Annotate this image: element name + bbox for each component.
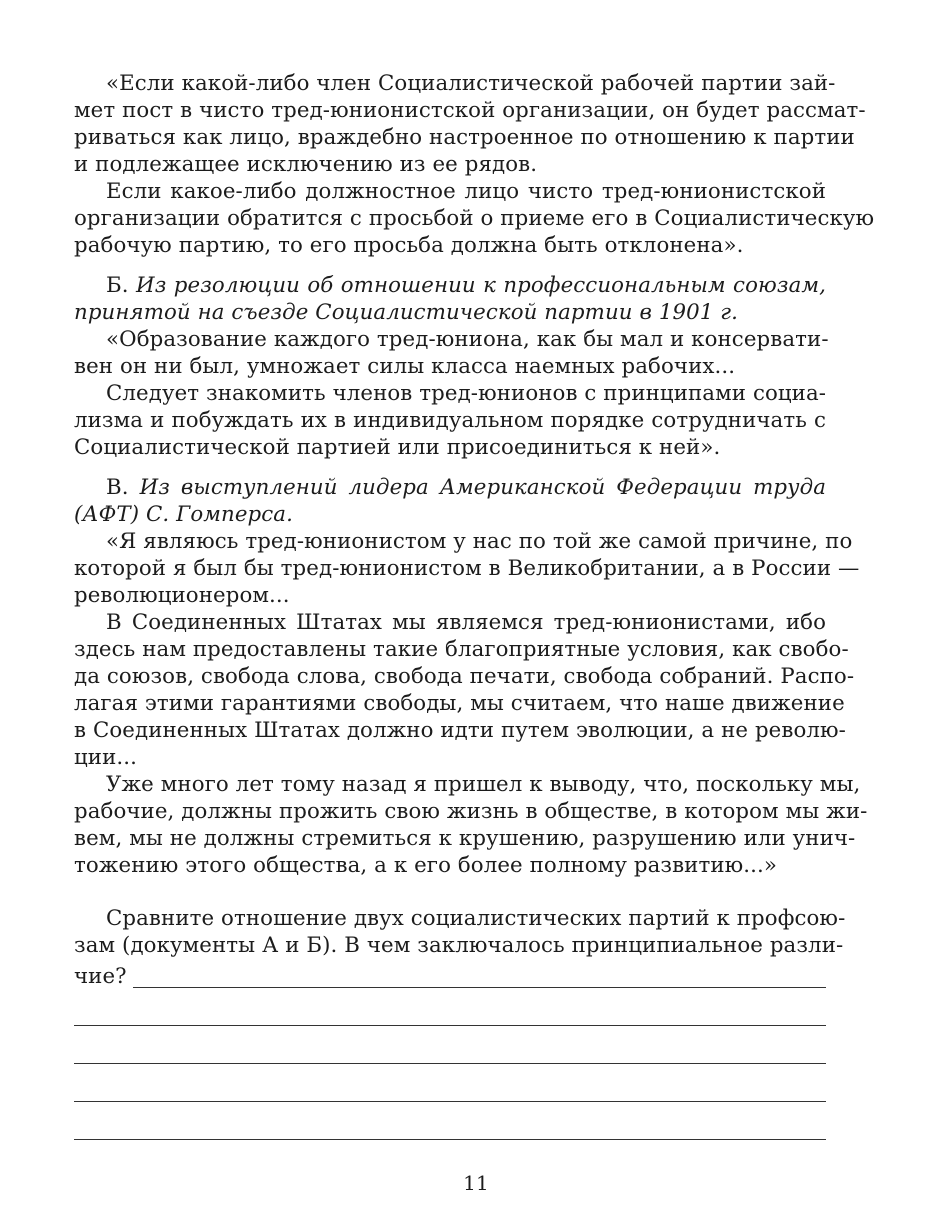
answer-rule	[74, 1139, 826, 1140]
answer-rule	[74, 1025, 826, 1026]
doc-c-letter: В.	[106, 475, 129, 500]
doc-c-title-text: Из выступлений лидера Американской Федерации труда	[139, 475, 827, 500]
answer-rule	[74, 987, 826, 988]
quote-a-line: и подлежащее исключению из ее рядов.	[74, 152, 538, 177]
quote-c-line: ции...	[74, 745, 137, 770]
quote-c-line: да союзов, свобода слова, свобода печати, свобода собраний. Распо-	[74, 664, 855, 689]
quote-a-line: риваться как лицо, враждебно настроенное по отношению к партии	[74, 125, 855, 150]
quote-b-line: Социалистической партией или присоединиться к ней».	[74, 435, 721, 460]
task-line: зам (документы А и Б). В чем заключалось принципиальное разли-	[74, 933, 844, 958]
quote-c-line: лагая этими гарантиями свободы, мы считаем, что наше движение	[74, 691, 845, 716]
doc-c-title-text: (АФТ) С. Гомперса.	[74, 502, 293, 527]
task-last-word: чие?	[74, 963, 133, 991]
quote-b-line: вен он ни был, умножает силы класса наемных рабочих...	[74, 354, 736, 379]
quote-c-line: «Я являюсь тред-юнионистом у нас по той же самой причине, по	[106, 529, 853, 554]
quote-a-line: мет пост в чисто тред-юнионистской организации, он будет рассмат-	[74, 98, 866, 123]
task-line: Сравните отношение двух социалистических партий к профсою-	[106, 906, 846, 931]
quote-c-line: революционером...	[74, 583, 290, 608]
doc-b-letter: Б.	[106, 273, 129, 298]
answer-line-5[interactable]	[74, 1115, 826, 1143]
page-number: 11	[463, 1171, 489, 1195]
quote-b-line: «Образование каждого тред-юниона, как бы мал и консервати-	[106, 327, 829, 352]
quote-c-line: в Соединенных Штатах должно идти путем эволюции, а не револю-	[74, 718, 846, 743]
answer-line-2[interactable]	[74, 1001, 826, 1029]
answer-line-3[interactable]	[74, 1039, 826, 1067]
answer-line-1[interactable]	[74, 963, 826, 991]
doc-b-title-text: принятой на съезде Социалистической партии в 1901 г.	[74, 300, 739, 325]
doc-c-title-line	[74, 501, 826, 529]
quote-c-line: вем, мы не должны стремиться к крушению, разрушению или унич-	[74, 826, 856, 851]
doc-b-title-text: Из резолюции об отношении к профессиональным союзам,	[136, 273, 826, 298]
quote-a-line: «Если какой-либо член Социалистической рабочей партии зай-	[106, 71, 836, 96]
quote-c-line: рабочие, должны прожить свою жизнь в обществе, в котором мы жи-	[74, 799, 868, 824]
doc-c-title	[106, 474, 826, 502]
quote-b-line: Следует знакомить членов тред-юнионов с принципами социа-	[106, 381, 827, 406]
answer-rule	[74, 1063, 826, 1064]
quote-a-line: Если какое-либо должностное лицо чисто тред-юнионистской	[106, 179, 826, 204]
quote-c-line: здесь нам предоставлены такие благоприятные условия, как свобо-	[74, 637, 849, 662]
quote-b-line: лизма и побуждать их в индивидуальном порядке сотрудничать с	[74, 408, 826, 433]
quote-c-line: которой я был бы тред-юнионистом в Великобритании, а в России —	[74, 556, 860, 581]
quote-c-line: В Соединенных Штатах мы являемся тред-юнионистами, ибо	[106, 610, 826, 635]
answer-line-4[interactable]	[74, 1077, 826, 1105]
quote-a-line: организации обратится с просьбой о приеме его в Социалистическую	[74, 206, 875, 231]
answer-rule	[74, 1101, 826, 1102]
quote-c-line: Уже много лет тому назад я пришел к выводу, что, поскольку мы,	[106, 772, 861, 797]
doc-b-title	[106, 272, 826, 300]
quote-a-line: рабочую партию, то его просьба должна быть отклонена».	[74, 233, 744, 258]
quote-c-line: тожению этого общества, а к его более полному развитию...»	[74, 853, 778, 878]
doc-b-title-line	[74, 299, 826, 327]
